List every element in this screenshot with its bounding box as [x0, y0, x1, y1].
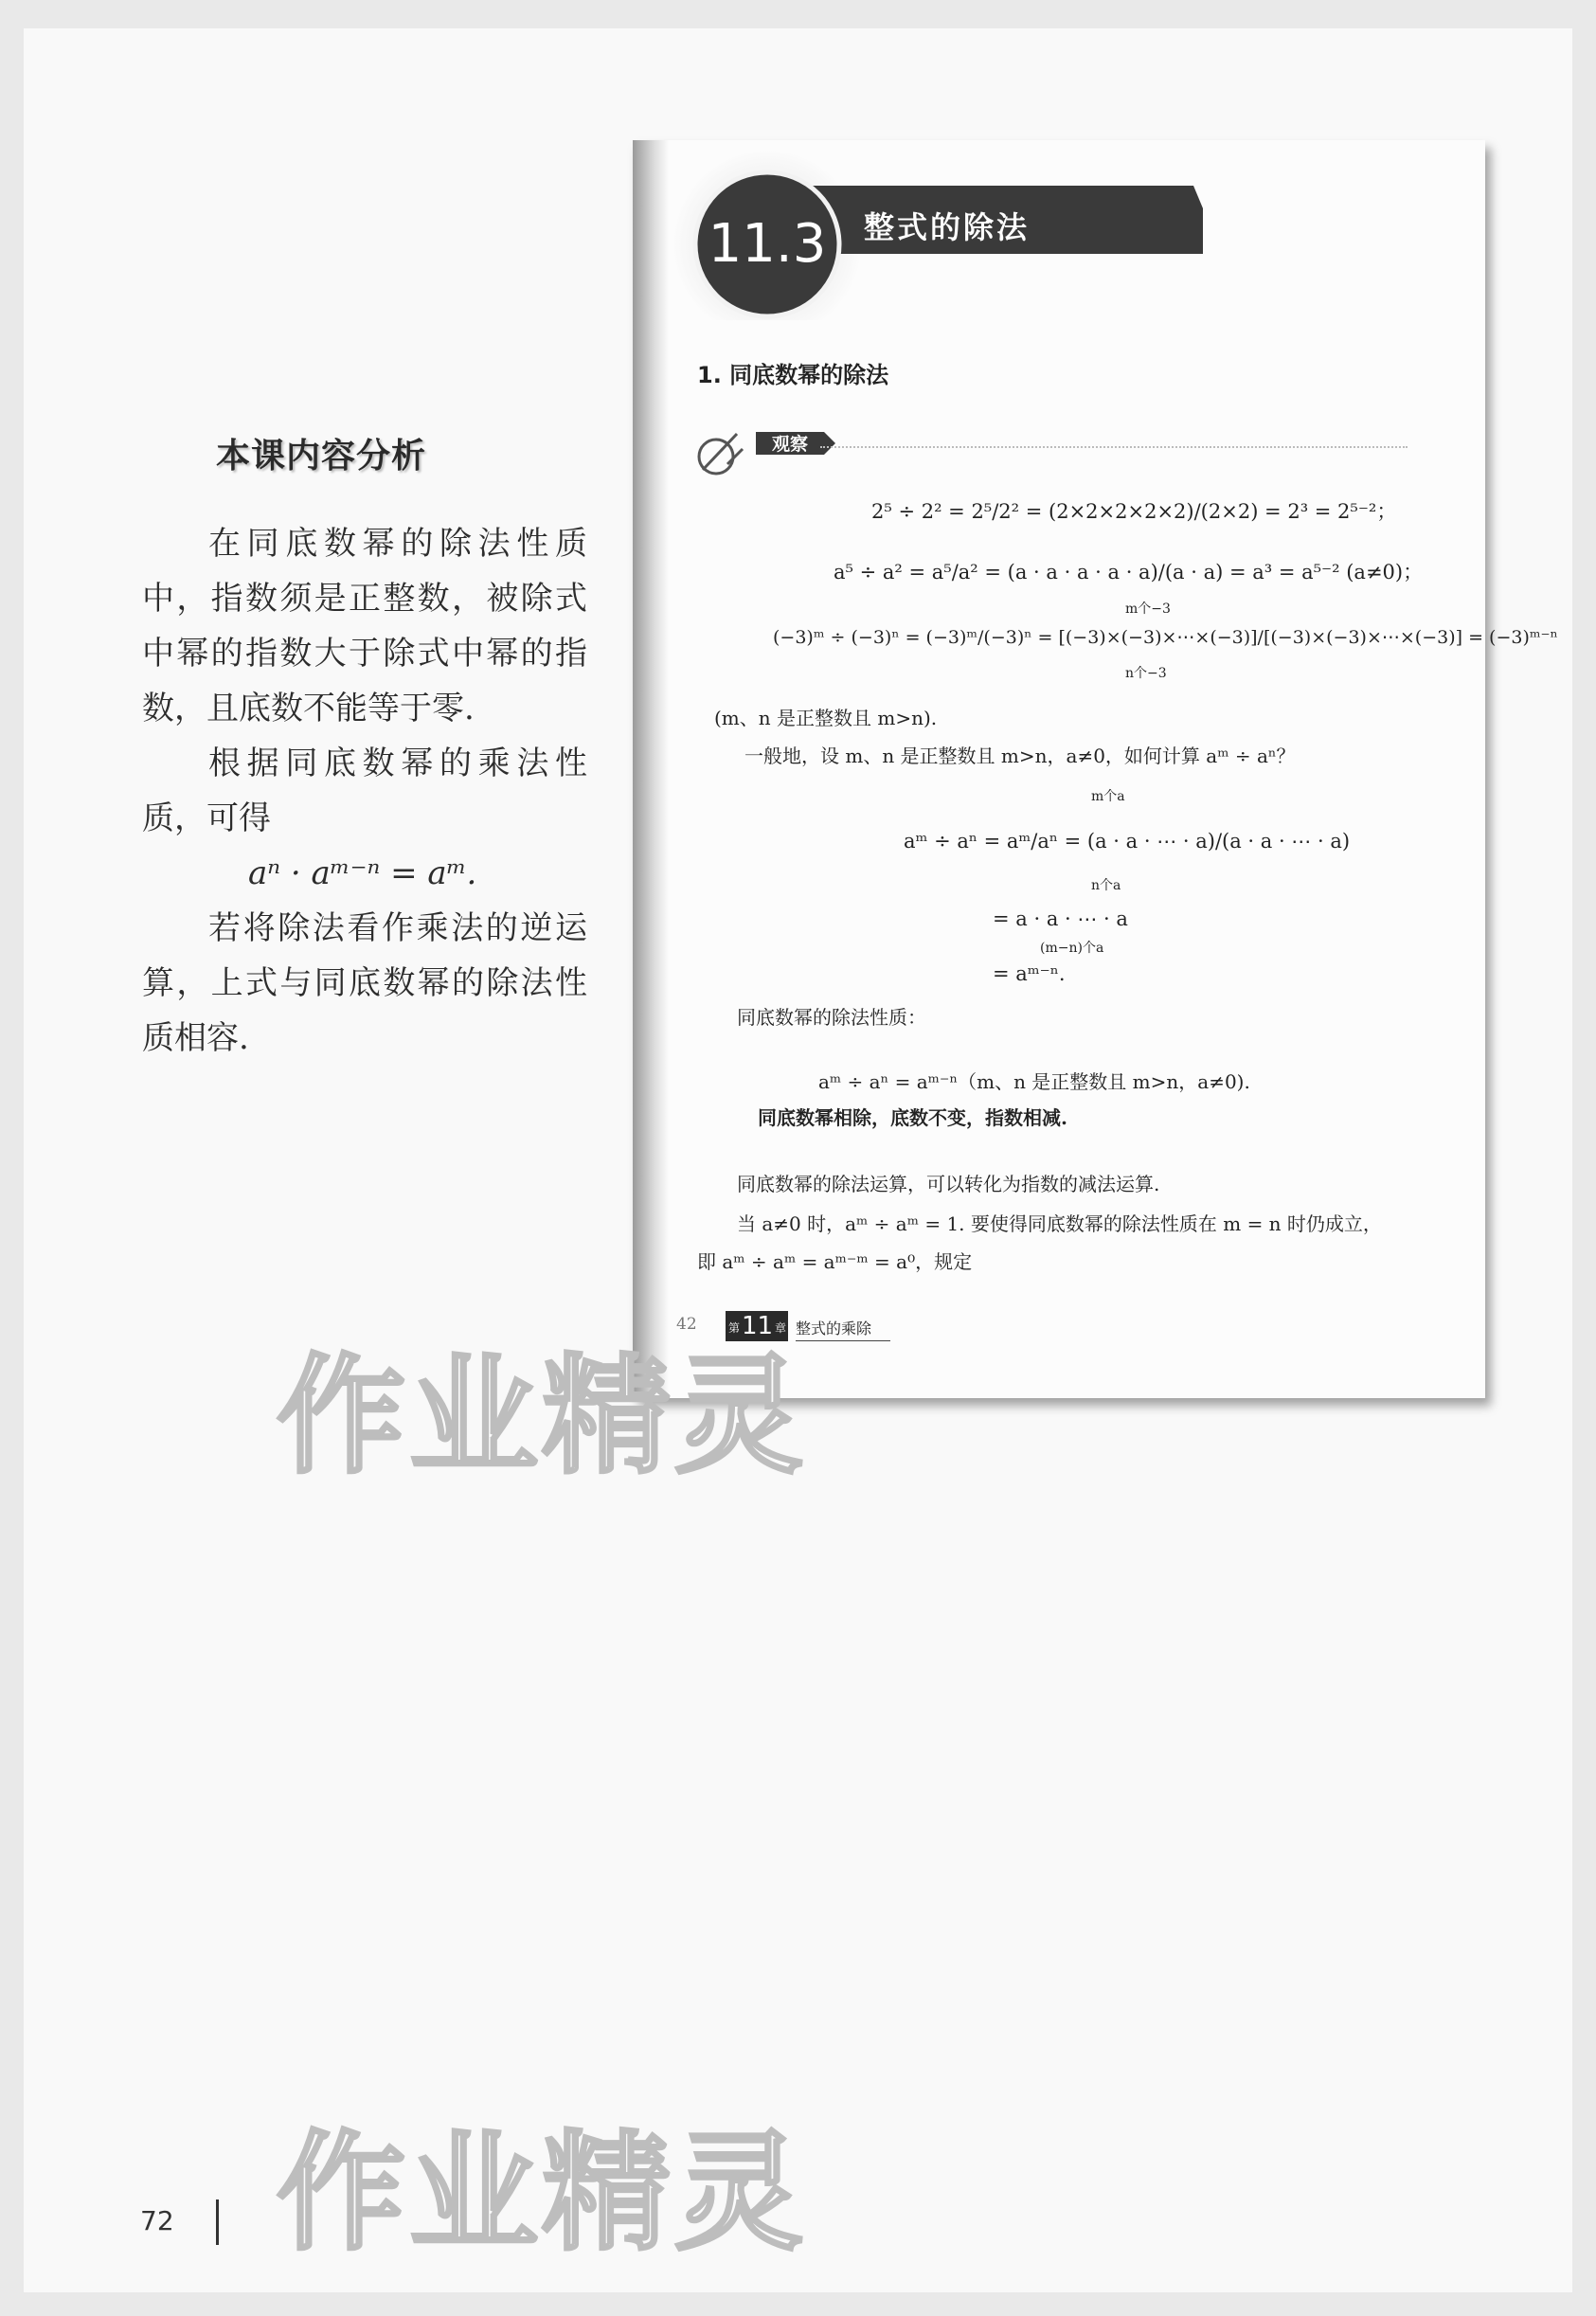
photo-shadow-edge: [633, 140, 669, 1398]
derivation-step: = a · a · ⋯ · a: [993, 907, 1128, 930]
property-label: 同底数幂的除法性质：: [737, 1006, 926, 1029]
brace-label: (m−n)个a: [1040, 941, 1104, 956]
textbook-page-number: 42: [676, 1315, 697, 1334]
equal-exponent-text: 当 a≠0 时，aᵐ ÷ aᵐ = 1. 要使得同底数幂的除法性质在 m = n 时仍成立，: [737, 1212, 1382, 1235]
zero-exponent-text: 即 aᵐ ÷ aᵐ = aᵐ⁻ᵐ = a⁰，规定: [697, 1250, 973, 1273]
equation-powers-of-two: 2⁵ ÷ 2² = 2⁵/2² = (2×2×2×2×2)/(2×2) = 2³ = 2⁵⁻²；: [871, 500, 1397, 523]
conversion-text: 同底数幂的除法运算，可以转化为指数的减法运算.: [737, 1173, 1160, 1195]
brace-label: m个−3: [1125, 601, 1171, 617]
margin-note-paragraph: 若将除法看作乘法的逆运算，上式与同底数幂的除法性质相容.: [142, 909, 587, 1057]
textbook-photo: [633, 140, 1558, 1398]
condition-text: (m、n 是正整数且 m>n).: [714, 707, 938, 729]
equation-negative-three: (−3)ᵐ ÷ (−3)ⁿ = (−3)ᵐ/(−3)ⁿ = [(−3)×(−3)×⋯×(−3)]/[(−3)×(−3)×⋯×(−3)] = (−3)ᵐ⁻ⁿ: [773, 627, 1558, 648]
division-rule: 同底数幂相除，底数不变，指数相减.: [758, 1106, 1067, 1129]
watermark: 作业精灵: [277, 2119, 807, 2269]
page-number-rule: [216, 2199, 219, 2245]
margin-note-formula: aⁿ · aᵐ⁻ⁿ = aᵐ.: [248, 854, 477, 892]
brace-label: n个−3: [1125, 666, 1167, 681]
chapter-number: 11: [742, 1312, 774, 1340]
telescope-icon: [699, 434, 743, 474]
watermark: 作业精灵: [277, 1342, 807, 1492]
general-question: 一般地，设 m、n 是正整数且 m>n，a≠0，如何计算 aᵐ ÷ aⁿ？: [744, 745, 1296, 767]
observe-badge: [691, 421, 843, 483]
section-number: 11.3: [708, 213, 827, 275]
margin-note-body: [142, 516, 587, 1066]
subsection-heading: 1. 同底数幂的除法: [697, 362, 889, 388]
section-banner: [663, 150, 1203, 320]
margin-note-title: 本课内容分析: [216, 437, 427, 476]
general-derivation: aᵐ ÷ aⁿ = aᵐ/aⁿ = (a · a · ⋯ · a)/(a · a · ⋯ · a): [904, 830, 1351, 853]
division-property: aᵐ ÷ aⁿ = aᵐ⁻ⁿ（m、n 是正整数且 m>n，a≠0).: [818, 1070, 1250, 1093]
section-title: 整式的除法: [864, 209, 1031, 245]
observe-label: 观察: [771, 434, 809, 455]
page-number: 72: [140, 2205, 174, 2236]
brace-label: m个a: [1091, 789, 1125, 804]
chapter-title: 整式的乘除: [796, 1317, 890, 1341]
chapter-suffix: 章: [775, 1321, 787, 1335]
observe-rule: [820, 446, 1408, 448]
derivation-result: = aᵐ⁻ⁿ.: [993, 962, 1066, 985]
equation-powers-of-a: a⁵ ÷ a² = a⁵/a² = (a · a · a · a · a)/(a · a) = a³ = a⁵⁻² (a≠0)；: [834, 561, 1424, 583]
brace-label: n个a: [1091, 878, 1121, 893]
chapter-prefix: 第: [728, 1321, 741, 1335]
margin-note-paragraph: 在同底数幂的除法性质中，指数须是正整数，被除式中幂的指数大于除式中幂的指数，且底数不能等于零.: [142, 525, 587, 727]
margin-note-paragraph: 根据同底数幂的乘法性质，可得: [142, 745, 587, 837]
